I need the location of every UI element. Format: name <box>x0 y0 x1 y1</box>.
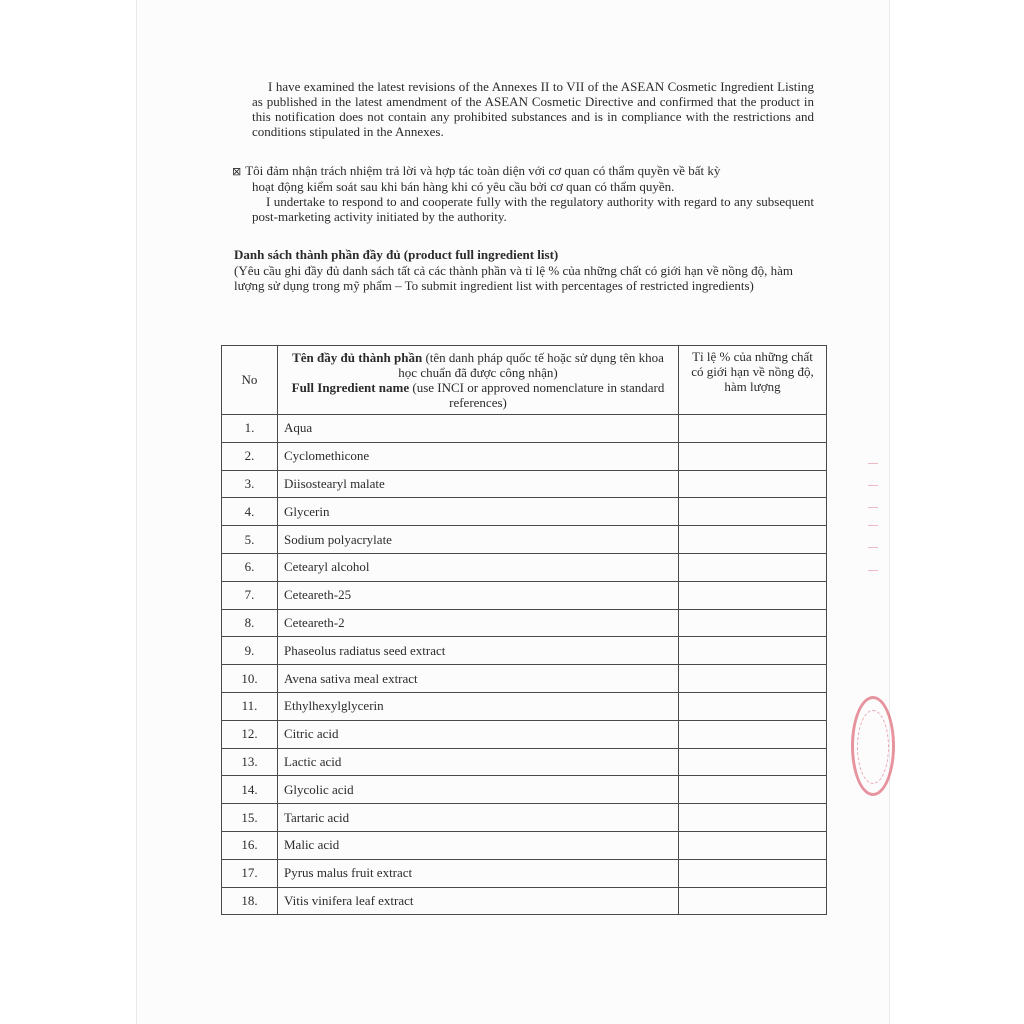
header-name-vi-rest: (tên danh pháp quốc tế hoặc sử dụng tên khoa học chuẩn đã được công nhận) <box>398 350 664 380</box>
row-ingredient-name: Diisostearyl malate <box>278 470 679 498</box>
row-percentage <box>679 804 827 832</box>
table-row <box>222 748 827 776</box>
row-number: 8. <box>222 609 278 637</box>
row-ingredient-name: Ceteareth-25 <box>278 581 679 609</box>
row-number: 15. <box>222 804 278 832</box>
header-name-vi-bold: Tên đầy đủ thành phần <box>292 350 423 365</box>
header-no: No <box>222 346 278 415</box>
table-row <box>222 887 827 915</box>
section-note: (Yêu cầu ghi đầy đủ danh sách tất cả các thành phần và tỉ lệ % của những chất có giới hạn về nồng độ, hàm lượng sử dụng trong mỹ phẩm – To submit ingredient list with percentages of restricted ingredients) <box>234 263 794 293</box>
undertaking-vi-line2: hoạt động kiểm soát sau khi bán hàng khi có yêu cầu bởi cơ quan có thẩm quyền. <box>252 179 675 194</box>
row-percentage <box>679 415 827 443</box>
ingredient-table <box>221 345 827 915</box>
row-percentage <box>679 776 827 804</box>
row-percentage <box>679 609 827 637</box>
red-seal-stamp-inner <box>857 710 889 784</box>
row-percentage <box>679 831 827 859</box>
table-row <box>222 859 827 887</box>
row-ingredient-name: Vitis vinifera leaf extract <box>278 887 679 915</box>
row-number: 1. <box>222 415 278 443</box>
row-number: 6. <box>222 553 278 581</box>
row-percentage <box>679 887 827 915</box>
table-row <box>222 776 827 804</box>
table-row <box>222 526 827 554</box>
row-ingredient-name: Malic acid <box>278 831 679 859</box>
table-row <box>222 553 827 581</box>
row-percentage <box>679 498 827 526</box>
row-ingredient-name: Cyclomethicone <box>278 442 679 470</box>
table-row <box>222 831 827 859</box>
row-percentage <box>679 442 827 470</box>
row-percentage <box>679 553 827 581</box>
row-ingredient-name: Phaseolus radiatus seed extract <box>278 637 679 665</box>
row-ingredient-name: Tartaric acid <box>278 804 679 832</box>
header-name-en-bold: Full Ingredient name <box>291 380 410 395</box>
table-row <box>222 637 827 665</box>
declaration-paragraph: I have examined the latest revisions of the Annexes II to VII of the ASEAN Cosmetic Ingredient Listing as published in the latest amendment of the ASEAN Cosmetic Directive and confirmed that the product in this notification does not contain any prohibited substances and is in compliance with the restrictions and conditions stipulated in the Annexes. <box>252 79 814 139</box>
row-percentage <box>679 470 827 498</box>
row-ingredient-name: Citric acid <box>278 720 679 748</box>
table-row <box>222 442 827 470</box>
table-row <box>222 415 827 443</box>
undertaking-vi-line1: Tôi đảm nhận trách nhiệm trả lời và hợp tác toàn diện với cơ quan có thẩm quyền về bất kỳ <box>245 163 721 178</box>
table-row <box>222 692 827 720</box>
row-percentage <box>679 637 827 665</box>
table-row <box>222 804 827 832</box>
table-row <box>222 720 827 748</box>
row-ingredient-name: Aqua <box>278 415 679 443</box>
table-header-row <box>222 346 827 415</box>
row-number: 17. <box>222 859 278 887</box>
row-number: 7. <box>222 581 278 609</box>
row-number: 18. <box>222 887 278 915</box>
row-number: 5. <box>222 526 278 554</box>
row-ingredient-name: Ethylhexylglycerin <box>278 692 679 720</box>
row-percentage <box>679 692 827 720</box>
header-name-en-rest: (use INCI or approved nomenclature in standard references) <box>412 380 665 410</box>
row-ingredient-name: Sodium polyacrylate <box>278 526 679 554</box>
stamp-edge-marks <box>868 455 882 580</box>
row-ingredient-name: Cetearyl alcohol <box>278 553 679 581</box>
row-number: 9. <box>222 637 278 665</box>
row-ingredient-name: Avena sativa meal extract <box>278 665 679 693</box>
header-ingredient-name <box>278 346 679 415</box>
table-row <box>222 609 827 637</box>
row-number: 12. <box>222 720 278 748</box>
undertaking-paragraph <box>232 163 814 224</box>
checkbox-icon: ⊠ <box>232 165 242 178</box>
row-number: 10. <box>222 665 278 693</box>
row-percentage <box>679 581 827 609</box>
header-percentage: Tỉ lệ % của những chất có giới hạn về nồng độ, hàm lượng <box>679 346 827 415</box>
table-row <box>222 470 827 498</box>
row-number: 11. <box>222 692 278 720</box>
table-row <box>222 581 827 609</box>
table-row <box>222 498 827 526</box>
row-percentage <box>679 859 827 887</box>
row-percentage <box>679 748 827 776</box>
row-ingredient-name: Glycolic acid <box>278 776 679 804</box>
row-number: 14. <box>222 776 278 804</box>
row-number: 4. <box>222 498 278 526</box>
row-number: 3. <box>222 470 278 498</box>
row-ingredient-name: Lactic acid <box>278 748 679 776</box>
row-number: 16. <box>222 831 278 859</box>
row-number: 2. <box>222 442 278 470</box>
row-percentage <box>679 720 827 748</box>
row-percentage <box>679 526 827 554</box>
row-ingredient-name: Ceteareth-2 <box>278 609 679 637</box>
undertaking-en: I undertake to respond to and cooperate fully with the regulatory authority with regard to any subsequent post-marketing activity initiated by the authority. <box>252 194 814 224</box>
table-row <box>222 665 827 693</box>
row-number: 13. <box>222 748 278 776</box>
section-title: Danh sách thành phần đầy đủ (product full ingredient list) <box>234 247 559 262</box>
row-ingredient-name: Pyrus malus fruit extract <box>278 859 679 887</box>
row-percentage <box>679 665 827 693</box>
row-ingredient-name: Glycerin <box>278 498 679 526</box>
